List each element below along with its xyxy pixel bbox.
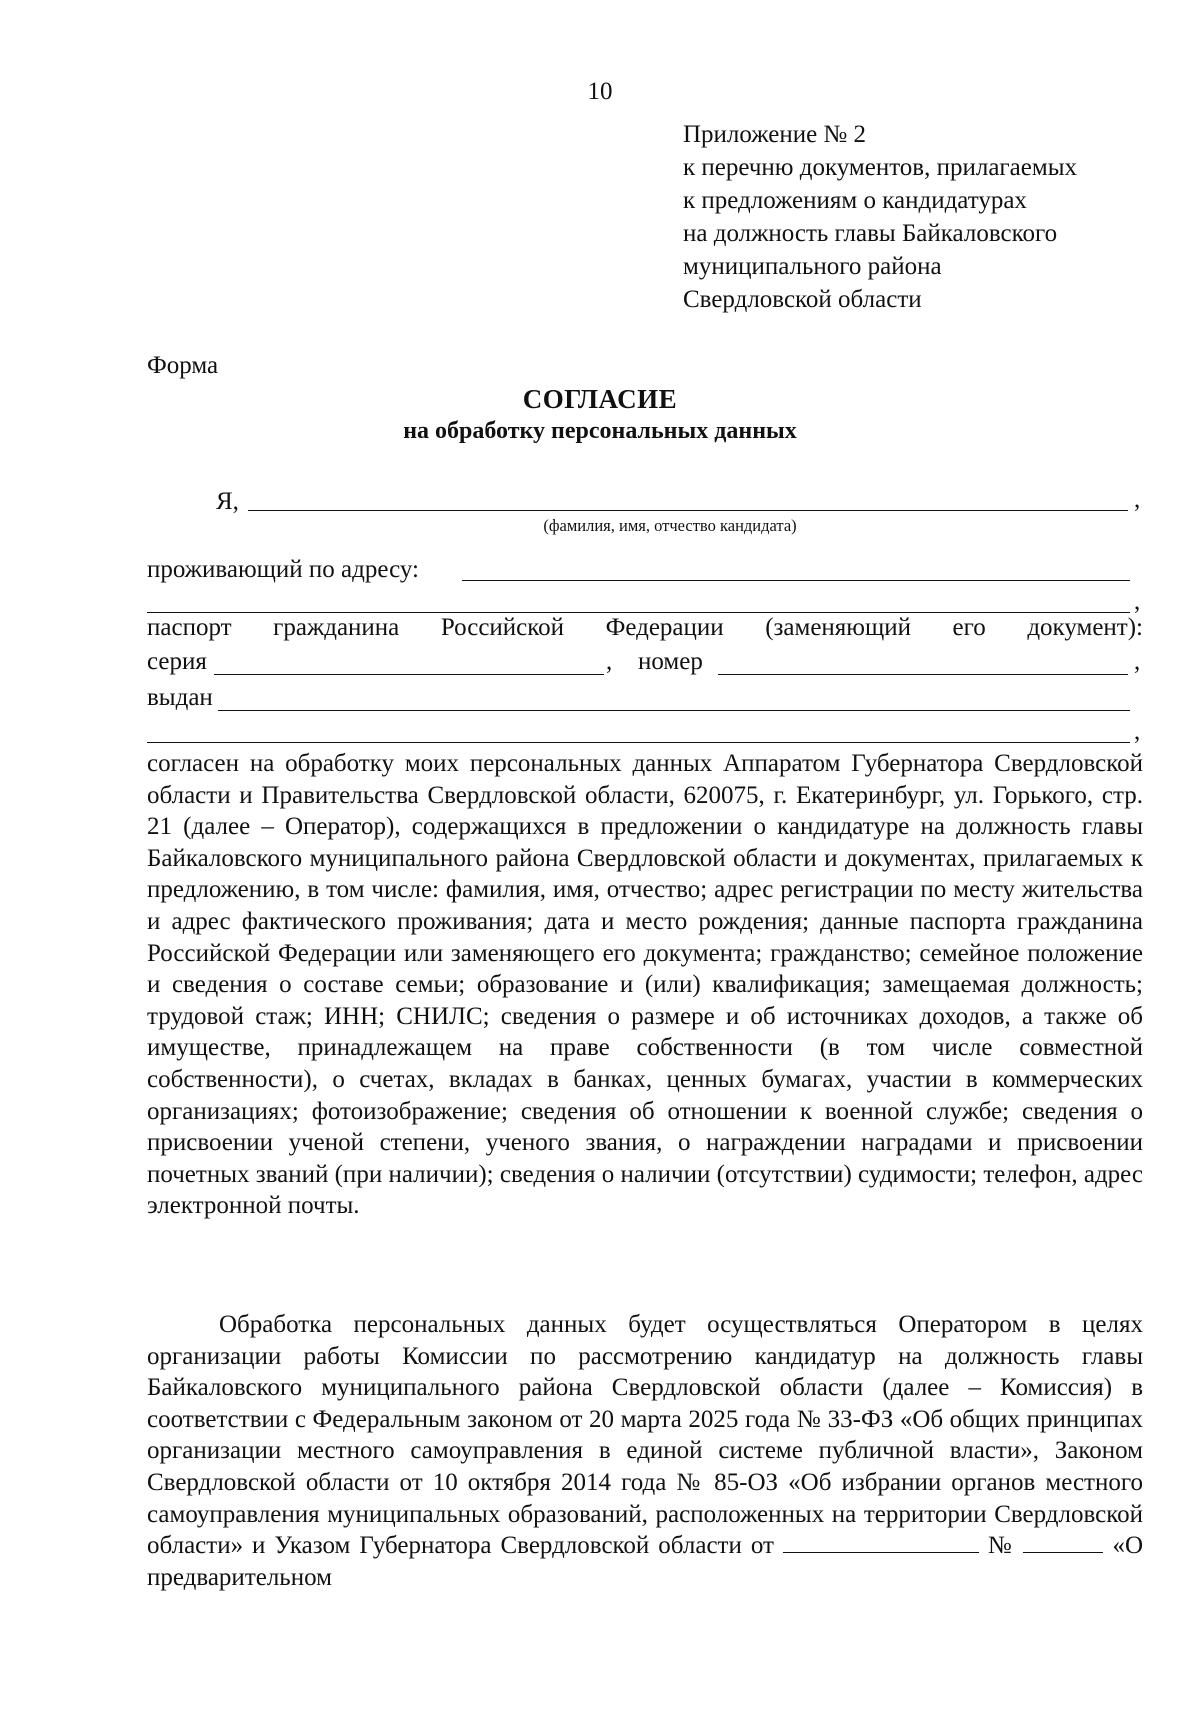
passport-text: паспорт гражданина Российской Федерации (заменяющий его документ): (147, 614, 1143, 641)
i-label: Я, (216, 488, 239, 515)
appendix-line: муниципального района (683, 253, 942, 280)
appendix-line: Приложение № 2 (683, 121, 867, 148)
appendix-line: к предложениям о кандидатурах (683, 187, 1027, 214)
series-field-line[interactable] (214, 674, 604, 675)
page-number: 10 (587, 78, 613, 105)
address-label: проживающий по адресу: (147, 556, 419, 583)
decree-title-start: «О предварительном (147, 1532, 1144, 1591)
document-subtitle: на обработку персональных данных (403, 418, 797, 444)
comma: , (1134, 648, 1141, 675)
decree-date-field[interactable] (783, 1534, 979, 1553)
issued-field-line-2[interactable] (147, 742, 1130, 743)
address-field-line-2[interactable] (147, 612, 1130, 613)
name-field-caption: (фамилия, имя, отчество кандидата) (543, 516, 797, 535)
consent-paragraph: согласен на обработку моих персональных данных Аппаратом Губернатора Свердловской области и Правительства Свердловской области, 620075, г. Екатеринбург, ул. Горького, стр. 21 (далее – Оператор), содержащихся в предложении о кандидатуре на должность главы Байкаловского муниципального района Свердловской области и документах, прилагаемых к предложению, в том числе: фамилия, имя, отчество; адрес регистрации по месту жительства и адрес фактического проживания; дата и место рождения; данные паспорта гражданина Российской Федерации или заменяющего его документа; гражданство; семейное положение и сведения о составе семьи; образование и (или) квалификация; замещаемая должность; трудовой стаж; ИНН; СНИЛС; сведения о размере и об источниках доходов, а также об имуществе, принадлежащем на праве собственности (в том числе совместной собственности), о счетах, вкладах в банках, ценных бумагах, участии в коммерческих организациях; фотоизображение; сведения об отношении к военной службе; сведения о присвоении ученой степени, ученого звания, о награждении наградами и присвоении почетных званий (при наличии); сведения о наличии (отсутствии) судимости; телефон, адрес электронной почты. (147, 750, 1143, 1220)
number-field-line[interactable] (718, 674, 1128, 675)
processing-paragraph (147, 1309, 1143, 1593)
name-field-line[interactable] (248, 510, 1128, 511)
comma: , (1134, 486, 1141, 513)
issued-field-line[interactable] (218, 710, 1130, 711)
series-label: серия (147, 648, 207, 675)
comma: , (1134, 588, 1141, 615)
appendix-line: к перечню документов, прилагаемых (683, 154, 1077, 181)
appendix-line: на должность главы Байкаловского (683, 220, 1058, 247)
address-field-line[interactable] (462, 580, 1130, 581)
document-title: СОГЛАСИЕ (522, 384, 678, 414)
number-label: номер (638, 648, 703, 675)
appendix-block (683, 118, 1077, 316)
issued-label: выдан (147, 684, 213, 711)
appendix-line: Свердловской области (683, 286, 922, 313)
processing-paragraph-text: Обработка персональных данных будет осуществляться Оператором в целях организации работы Комиссии по рассмотрению кандидатур на должность главы Байкаловского муниципального района Свердловской области (далее – Комиссия) в соответствии с Федеральным законом от 20 марта 2025 года № 33-ФЗ «Об общих принципах организации местного самоуправления в единой системе публичной власти», Законом Свердловской области от 10 октября 2014 года № 85-ОЗ «Об избрании органов местного самоуправления муниципальных образований, расположенных на территории Свердловской области» и Указом Губернатора Свердловской области от (147, 1311, 1143, 1560)
comma: , (606, 648, 613, 675)
comma: , (1134, 718, 1141, 745)
form-label: Форма (147, 352, 219, 379)
decree-number-sign: № (987, 1532, 1015, 1560)
decree-number-field[interactable] (1023, 1534, 1103, 1553)
